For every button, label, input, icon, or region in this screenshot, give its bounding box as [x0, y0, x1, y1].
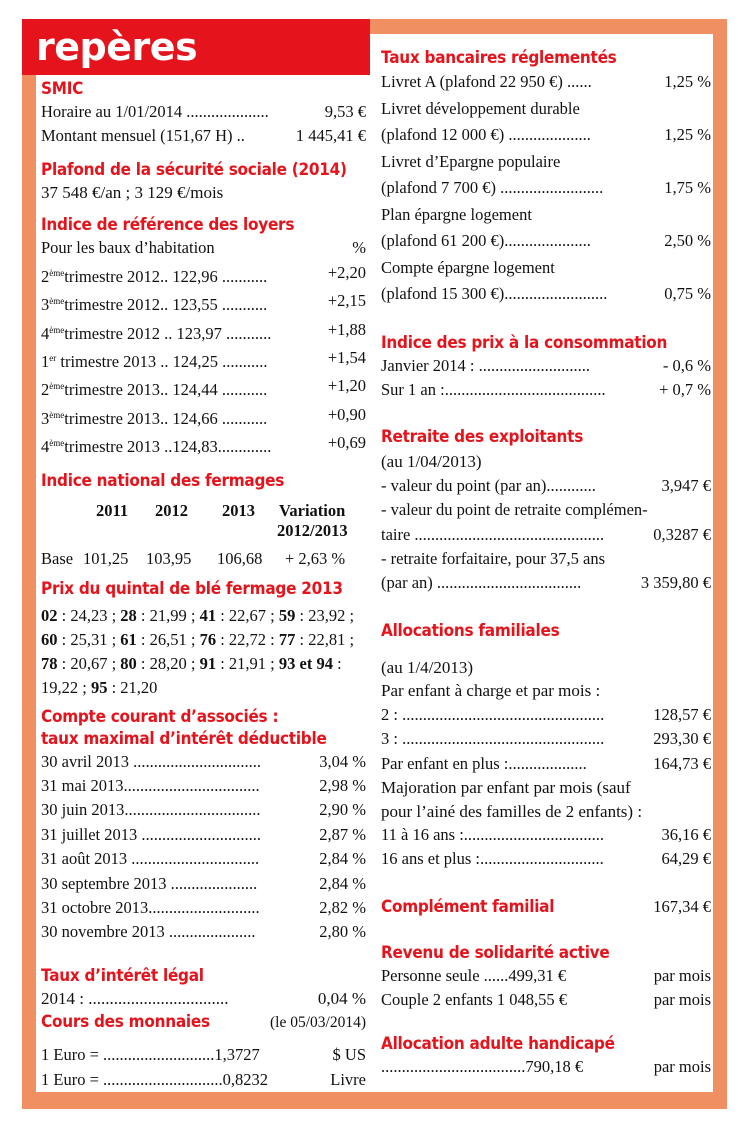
ble-departement: 93 et 94: [278, 653, 333, 673]
cca-row: 31 juillet 2013 ............................. 2,87 %: [41, 824, 366, 844]
taux-row: Livret d’Epargne populaire: [381, 151, 561, 171]
ble-departement: 76: [199, 629, 217, 649]
retraite-date: (au 1/04/2013): [381, 452, 482, 472]
ble-price: : 22,81 ;: [295, 629, 355, 649]
ble-price: : 25,31 ;: [57, 629, 121, 649]
monnaies-table: [41, 1043, 366, 1092]
irl-row: 3èmetrimestre 2013.. 124,66 ........... +0,90: [41, 404, 366, 428]
ble-departement: 78: [41, 653, 58, 673]
cca-row: 31 août 2013 ............................... 2,84 %: [41, 849, 366, 869]
cca-row: 30 juin 2013................................. 2,90 %: [41, 800, 366, 820]
alloc-intro: Par enfant à charge et par mois :: [381, 681, 601, 701]
ble-departement: 59: [278, 605, 296, 625]
retraite-row: - valeur du point (par an)............ 3,947 €: [381, 475, 711, 495]
alloc-age-row: 11 à 16 ans :.................................. 36,16 €: [381, 825, 711, 845]
taux-row: (plafond 7 700 €) ......................... 1,75 %: [381, 178, 711, 197]
irl-table: [41, 261, 366, 460]
ble-departement: 80: [120, 653, 137, 673]
taux-row: (plafond 61 200 €)..................... 2,50 %: [381, 231, 711, 250]
smic-horaire: Horaire au 1/01/2014 .................... 9,53 €: [41, 102, 366, 121]
ble-departement: 91: [199, 653, 217, 673]
fermages-header: 2011 2012 2013 Variation 2012/2013: [96, 500, 348, 540]
cca-table: [41, 750, 366, 945]
alloc-ages-table: [381, 823, 711, 872]
rsa-title: Revenu de solidarité active: [381, 942, 610, 963]
alloc-table: [381, 703, 711, 776]
cca-row: 31 octobre 2013........................... 2,82 %: [41, 898, 366, 917]
ipc-title: Indice des prix à la consommation: [381, 332, 668, 353]
ble-departement: 02: [41, 605, 58, 625]
cca-row: 31 mai 2013................................. 2,98 %: [41, 775, 366, 795]
cca-title-2: taux maximal d’intérêt déductible: [41, 728, 327, 749]
retraite-table: [381, 474, 711, 596]
taux-row: Livret A (plafond 22 950 €) ...... 1,25 %: [381, 72, 711, 91]
left-column: [41, 78, 366, 1092]
ble-departement: 41: [199, 605, 217, 625]
alloc-title: Allocations familiales: [381, 620, 560, 641]
ble-price: : 28,20 ;: [136, 653, 200, 673]
cca-row: 30 novembre 2013 ..................... 2,80 %: [41, 922, 366, 942]
ipc-table: [381, 354, 711, 403]
irl-row: 2èmetrimestre 2013.. 124,44 ........... +1,20: [41, 376, 366, 400]
ble-departement: 77: [278, 629, 296, 649]
retraite-title: Retraite des exploitants: [381, 427, 584, 448]
ble-price: : 21,91 ;: [216, 653, 279, 673]
taux-bancaires-table: [381, 69, 711, 308]
alloc-majoration-1: Majoration par enfant par mois (sauf: [381, 778, 631, 798]
irl-row: 4èmetrimestre 2013 ..124,83............. +0,69: [41, 433, 366, 457]
banner: [22, 19, 370, 75]
ipc-row: Sur 1 an :....................................... + 0,7 %: [381, 379, 711, 399]
fermages-row: Base 101,25 103,95 106,68 + 2,63 %: [41, 548, 346, 568]
fermages-title: Indice national des fermages: [41, 470, 285, 491]
retraite-row: - retraite forfaitaire, pour 37,5 ans: [381, 549, 606, 569]
alloc-age-row: 16 ans et plus :.............................. 64,29 €: [381, 849, 711, 869]
ble-price: : 21,99 ;: [136, 605, 200, 625]
irl-title: Indice de référence des loyers: [41, 215, 295, 236]
complement-row: [381, 896, 711, 918]
ble-price: : 24,23 ;: [57, 605, 121, 625]
alloc-row: Par enfant en plus :................... 164,73 €: [381, 753, 711, 773]
legal-row: 2014 : ................................. 0,04 %: [41, 988, 366, 1008]
complement-value: 167,34 €: [653, 896, 711, 916]
right-column: [381, 47, 711, 1079]
complement-title: Complément familial: [381, 896, 555, 917]
rsa-row: Personne seule ......499,31 € par mois: [381, 965, 711, 985]
retraite-row: - valeur du point de retraite complémen-: [381, 500, 648, 520]
ble-departement: 28: [120, 605, 137, 625]
ble-departement: 61: [120, 629, 137, 649]
monnaies-date: (le 05/03/2014): [270, 1014, 366, 1032]
plafond-value: 37 548 €/an ; 3 129 €/mois: [41, 182, 224, 202]
ble-price: : 19,22 ;: [41, 653, 342, 697]
aah-title: Allocation adulte handicapé: [381, 1033, 615, 1054]
cca-row: 30 septembre 2013 ..................... 2,84 %: [41, 873, 366, 893]
monnaies-title: Cours des monnaies: [41, 1012, 210, 1033]
ble-price: : 23,92 ;: [295, 605, 355, 625]
ble-price: : 20,67 ;: [57, 653, 121, 673]
ble-title: Prix du quintal de blé fermage 2013: [41, 578, 343, 599]
smic-title: SMIC: [41, 79, 84, 99]
cca-row: 30 avril 2013 ............................... 3,04 %: [41, 751, 366, 771]
aah-row: ...................................790,18 € par mois: [381, 1056, 711, 1076]
ble-price: : 22,72 :: [216, 629, 279, 649]
alloc-majoration-2: pour l’ainé des familles de 2 enfants) :: [381, 801, 643, 821]
alloc-date: (au 1/4/2013): [381, 657, 474, 677]
ble-price: : 21,20: [107, 677, 158, 697]
monnaie-row: 1 Euro = .............................0,8232 Livre: [41, 1069, 366, 1089]
cca-title-1: Compte courant d’associés :: [41, 706, 279, 727]
ble-price: : 26,51 ;: [136, 629, 200, 649]
plafond-title: Plafond de la sécurité sociale (2014): [41, 159, 347, 180]
rsa-table: [381, 964, 711, 1013]
rsa-row: Couple 2 enfants 1 048,55 € par mois: [381, 990, 711, 1010]
smic-mensuel: Montant mensuel (151,67 H) .. 1 445,41 €: [41, 126, 366, 146]
irl-row: 3èmetrimestre 2012.. 123,55 ........... +2,15: [41, 291, 366, 315]
taux-row: (plafond 12 000 €) .................... 1,25 %: [381, 125, 711, 144]
taux-bancaires-title: Taux bancaires réglementés: [381, 48, 617, 68]
monnaie-row: 1 Euro = ...........................1,3727 $ US: [41, 1045, 366, 1065]
alloc-row: 3 : ................................................. 293,30 €: [381, 729, 711, 749]
ble-prices: [41, 604, 366, 700]
retraite-row: (par an) ................................... 3 359,80 €: [381, 573, 711, 593]
taux-row: Compte épargne logement: [381, 257, 555, 277]
irl-row: 4èmetrimestre 2012 .. 123,97 ........... +1,88: [41, 319, 366, 343]
taux-row: Plan épargne logement: [381, 204, 532, 224]
banner-title: repères: [36, 25, 198, 69]
irl-row: 2èmetrimestre 2012.. 122,96 ........... +2,20: [41, 262, 366, 286]
irl-subheader: Pour les baux d’habitation %: [41, 238, 366, 258]
ipc-row: Janvier 2014 : ........................... - 0,6 %: [381, 355, 711, 375]
retraite-row: taire .............................................. 0,3287 €: [381, 524, 711, 544]
ble-price: : 22,67 ;: [216, 605, 279, 625]
monnaies-header: [41, 1011, 366, 1033]
ble-departement: 95: [90, 677, 108, 697]
ble-departement: 60: [41, 629, 58, 649]
taux-row: Livret développement durable: [381, 98, 580, 118]
legal-title: Taux d’intérêt légal: [41, 965, 204, 986]
alloc-row: 2 : ................................................. 128,57 €: [381, 704, 711, 724]
taux-row: (plafond 15 300 €)......................... 0,75 %: [381, 284, 711, 303]
irl-row: 1er trimestre 2013 .. 124,25 ........... +1,54: [41, 347, 366, 371]
